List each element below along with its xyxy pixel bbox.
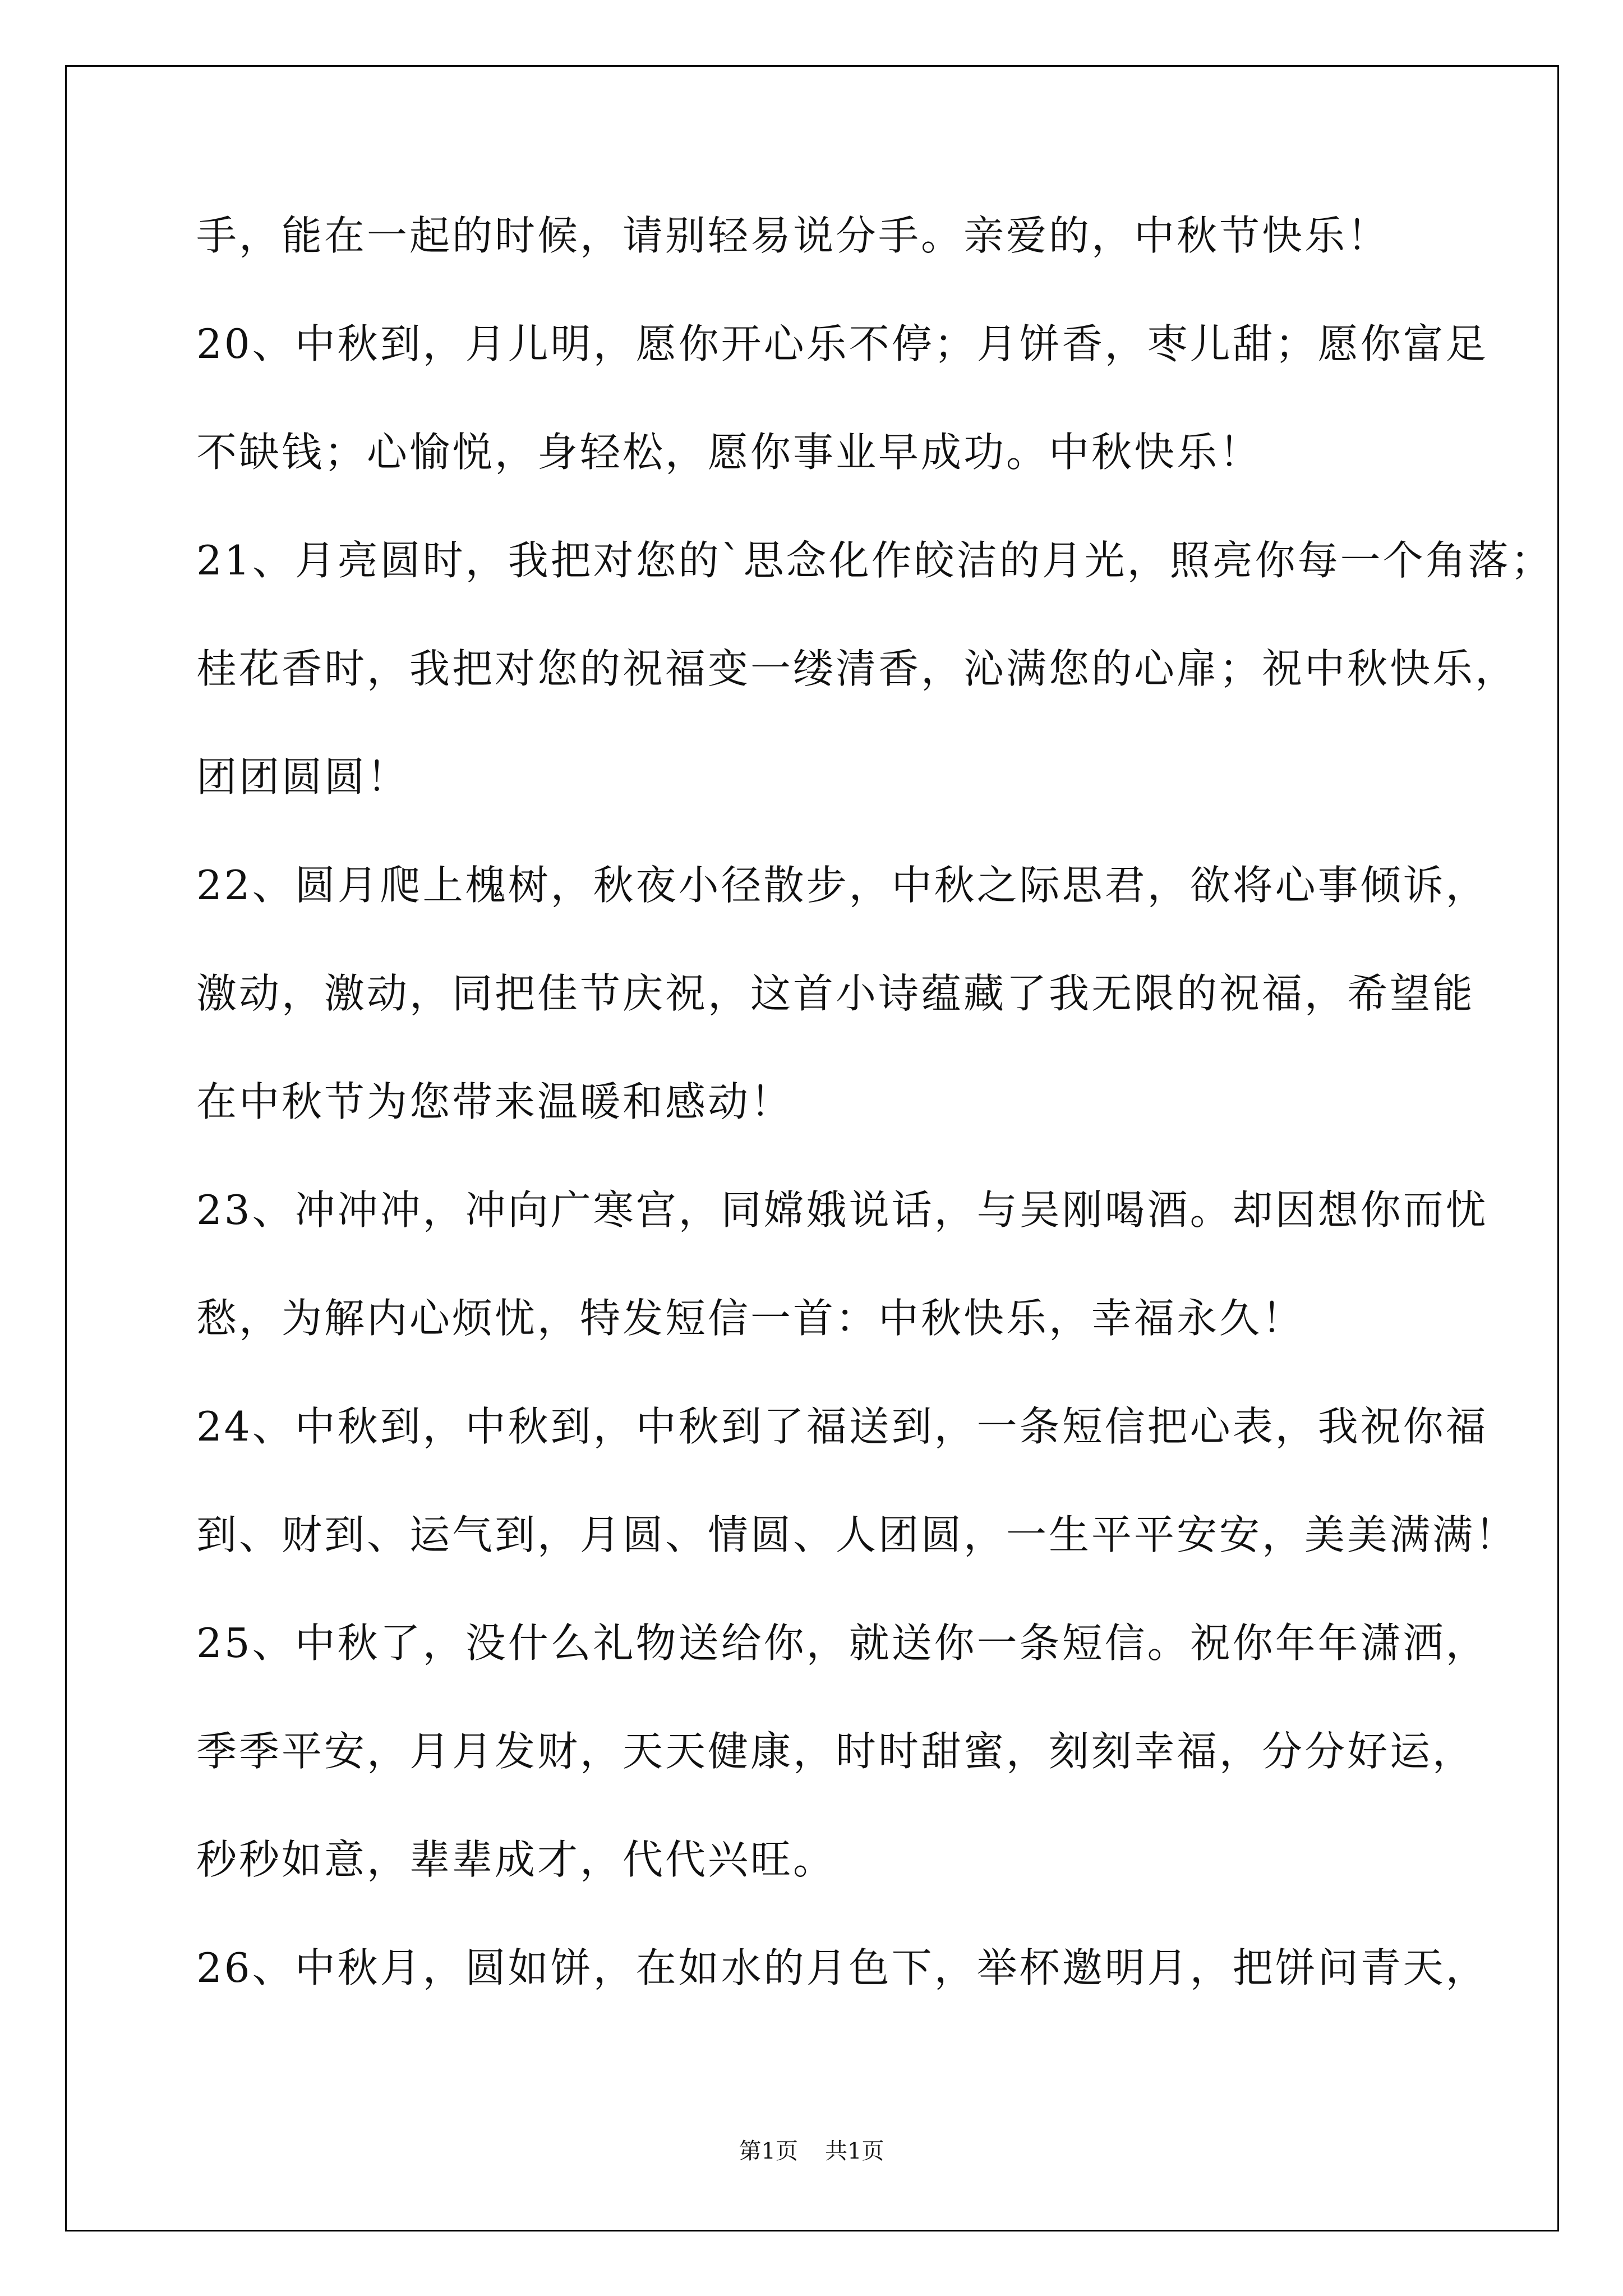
text-line: 到、财到、运气到，月圆、情圆、人团圆，一生平平安安，美美满满！ [196,1511,1518,1558]
text-line: 24、中秋到，中秋到，中秋到了福送到，一条短信把心表，我祝你福 [196,1403,1488,1450]
text-line: 团团圆圆！ [196,753,410,800]
text-line: 不缺钱；心愉悦，身轻松，愿你事业早成功。中秋快乐！ [196,429,1262,476]
text-line: 20、中秋到，月儿明，愿你开心乐不停；月饼香，枣儿甜；愿你富足 [196,320,1488,367]
text-line: 秒秒如意，辈辈成才，代代兴旺。 [196,1836,836,1883]
text-line: 25、中秋了，没什么礼物送给你，就送你一条短信。祝你年年潇洒， [196,1619,1488,1667]
text-line: 23、冲冲冲，冲向广寒宫，同嫦娥说话，与吴刚喝酒。却因想你而忧 [196,1186,1488,1234]
text-line: 在中秋节为您带来温暖和感动！ [196,1078,794,1125]
text-line: 桂花香时，我把对您的祝福变一缕清香，沁满您的心扉；祝中秋快乐， [196,645,1518,692]
text-line: 22、圆月爬上槐树，秋夜小径散步，中秋之际思君，欲将心事倾诉， [196,862,1488,909]
text-line: 21、月亮圆时，我把对您的`思念化作皎洁的月光，照亮你每一个角落； [196,537,1553,584]
text-line: 激动，激动，同把佳节庆祝，这首小诗蕴藏了我无限的祝福，希望能 [196,970,1476,1017]
text-line: 手，能在一起的时候，请别轻易说分手。亲爱的，中秋节快乐！ [196,212,1390,259]
text-line: 季季平安，月月发财，天天健康，时时甜蜜，刻刻幸福，分分好运， [196,1728,1476,1775]
text-line: 愁，为解内心烦忧，特发短信一首：中秋快乐，幸福永久！ [196,1295,1305,1342]
page-number: 第1页 [739,2138,798,2164]
document-body [196,208,1553,2048]
text-line: 26、中秋月，圆如饼，在如水的月色下，举杯邀明月，把饼问青天， [196,1944,1488,1991]
page-footer [0,2133,1623,2165]
page-total: 共1页 [825,2138,884,2164]
